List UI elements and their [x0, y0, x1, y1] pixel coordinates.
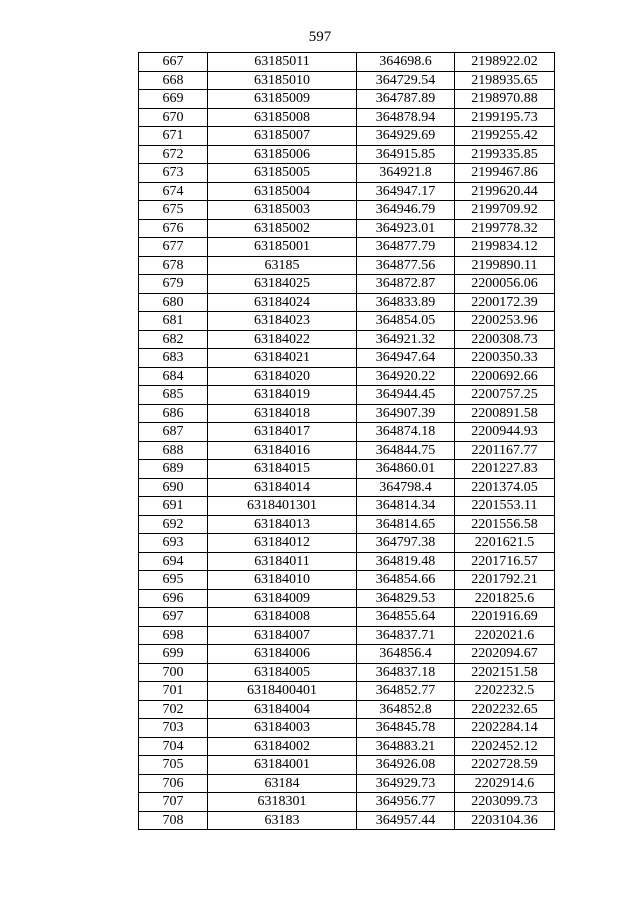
point-id-cell: 63184004	[208, 700, 357, 719]
y-coordinate-cell: 2198922.02	[455, 53, 555, 72]
point-id-cell: 63184006	[208, 645, 357, 664]
table-body	[139, 53, 555, 830]
y-coordinate-cell: 2201716.57	[455, 552, 555, 571]
row-index-cell: 681	[139, 312, 208, 331]
point-id-cell: 63184001	[208, 756, 357, 775]
point-id-cell: 63183	[208, 811, 357, 830]
x-coordinate-cell: 364854.66	[357, 571, 455, 590]
point-id-cell: 63184021	[208, 349, 357, 368]
x-coordinate-cell: 364797.38	[357, 534, 455, 553]
x-coordinate-cell: 364819.48	[357, 552, 455, 571]
table-row	[139, 571, 555, 590]
point-id-cell: 63185009	[208, 90, 357, 109]
y-coordinate-cell: 2199467.86	[455, 164, 555, 183]
point-id-cell: 63184022	[208, 330, 357, 349]
table-row	[139, 349, 555, 368]
y-coordinate-cell: 2198935.65	[455, 71, 555, 90]
x-coordinate-cell: 364947.17	[357, 182, 455, 201]
x-coordinate-cell: 364923.01	[357, 219, 455, 238]
y-coordinate-cell: 2201792.21	[455, 571, 555, 590]
point-id-cell: 63185002	[208, 219, 357, 238]
table-row	[139, 497, 555, 516]
y-coordinate-cell: 2200253.96	[455, 312, 555, 331]
row-index-cell: 667	[139, 53, 208, 72]
y-coordinate-cell: 2201621.5	[455, 534, 555, 553]
row-index-cell: 672	[139, 145, 208, 164]
y-coordinate-cell: 2202914.6	[455, 774, 555, 793]
point-id-cell: 63184013	[208, 515, 357, 534]
table-row	[139, 108, 555, 127]
y-coordinate-cell: 2200944.93	[455, 423, 555, 442]
x-coordinate-cell: 364926.08	[357, 756, 455, 775]
table-row	[139, 589, 555, 608]
y-coordinate-cell: 2199255.42	[455, 127, 555, 146]
x-coordinate-cell: 364844.75	[357, 441, 455, 460]
y-coordinate-cell: 2202021.6	[455, 626, 555, 645]
table-row	[139, 608, 555, 627]
x-coordinate-cell: 364814.34	[357, 497, 455, 516]
row-index-cell: 691	[139, 497, 208, 516]
row-index-cell: 704	[139, 737, 208, 756]
y-coordinate-cell: 2198970.88	[455, 90, 555, 109]
row-index-cell: 682	[139, 330, 208, 349]
y-coordinate-cell: 2202284.14	[455, 719, 555, 738]
row-index-cell: 692	[139, 515, 208, 534]
row-index-cell: 686	[139, 404, 208, 423]
row-index-cell: 697	[139, 608, 208, 627]
table-row	[139, 737, 555, 756]
x-coordinate-cell: 364798.4	[357, 478, 455, 497]
point-id-cell: 6318400401	[208, 682, 357, 701]
point-id-cell: 63185011	[208, 53, 357, 72]
row-index-cell: 696	[139, 589, 208, 608]
y-coordinate-cell: 2199890.11	[455, 256, 555, 275]
row-index-cell: 700	[139, 663, 208, 682]
row-index-cell: 680	[139, 293, 208, 312]
point-id-cell: 63185007	[208, 127, 357, 146]
x-coordinate-cell: 364860.01	[357, 460, 455, 479]
row-index-cell: 671	[139, 127, 208, 146]
row-index-cell: 679	[139, 275, 208, 294]
x-coordinate-cell: 364852.8	[357, 700, 455, 719]
x-coordinate-cell: 364956.77	[357, 793, 455, 812]
table-row	[139, 552, 555, 571]
point-id-cell: 63184017	[208, 423, 357, 442]
row-index-cell: 694	[139, 552, 208, 571]
table-row	[139, 145, 555, 164]
y-coordinate-cell: 2201825.6	[455, 589, 555, 608]
x-coordinate-cell: 364698.6	[357, 53, 455, 72]
point-id-cell: 63184	[208, 774, 357, 793]
table-row	[139, 404, 555, 423]
point-id-cell: 63184008	[208, 608, 357, 627]
y-coordinate-cell: 2200350.33	[455, 349, 555, 368]
y-coordinate-cell: 2202728.59	[455, 756, 555, 775]
row-index-cell: 684	[139, 367, 208, 386]
table-row	[139, 719, 555, 738]
table-row	[139, 71, 555, 90]
row-index-cell: 677	[139, 238, 208, 257]
table-row	[139, 663, 555, 682]
point-id-cell: 63184020	[208, 367, 357, 386]
y-coordinate-cell: 2202232.65	[455, 700, 555, 719]
y-coordinate-cell: 2199709.92	[455, 201, 555, 220]
point-id-cell: 63184012	[208, 534, 357, 553]
point-id-cell: 63184010	[208, 571, 357, 590]
row-index-cell: 678	[139, 256, 208, 275]
row-index-cell: 670	[139, 108, 208, 127]
table-row	[139, 256, 555, 275]
y-coordinate-cell: 2200891.58	[455, 404, 555, 423]
point-id-cell: 63184007	[208, 626, 357, 645]
y-coordinate-cell: 2201556.58	[455, 515, 555, 534]
table-row	[139, 127, 555, 146]
table-row	[139, 626, 555, 645]
row-index-cell: 699	[139, 645, 208, 664]
point-id-cell: 63184014	[208, 478, 357, 497]
point-id-cell: 63184018	[208, 404, 357, 423]
point-id-cell: 63185004	[208, 182, 357, 201]
table-row	[139, 386, 555, 405]
y-coordinate-cell: 2202232.5	[455, 682, 555, 701]
x-coordinate-cell: 364872.87	[357, 275, 455, 294]
table-row	[139, 645, 555, 664]
x-coordinate-cell: 364856.4	[357, 645, 455, 664]
x-coordinate-cell: 364946.79	[357, 201, 455, 220]
point-id-cell: 63184025	[208, 275, 357, 294]
point-id-cell: 63184002	[208, 737, 357, 756]
x-coordinate-cell: 364957.44	[357, 811, 455, 830]
x-coordinate-cell: 364944.45	[357, 386, 455, 405]
row-index-cell: 690	[139, 478, 208, 497]
y-coordinate-cell: 2202094.67	[455, 645, 555, 664]
point-id-cell: 63184016	[208, 441, 357, 460]
point-id-cell: 63184023	[208, 312, 357, 331]
y-coordinate-cell: 2199335.85	[455, 145, 555, 164]
row-index-cell: 689	[139, 460, 208, 479]
table-row	[139, 330, 555, 349]
point-id-cell: 63185006	[208, 145, 357, 164]
row-index-cell: 693	[139, 534, 208, 553]
x-coordinate-cell: 364921.8	[357, 164, 455, 183]
x-coordinate-cell: 364920.22	[357, 367, 455, 386]
y-coordinate-cell: 2199195.73	[455, 108, 555, 127]
point-id-cell: 63185005	[208, 164, 357, 183]
x-coordinate-cell: 364878.94	[357, 108, 455, 127]
point-id-cell: 63185	[208, 256, 357, 275]
table-row	[139, 293, 555, 312]
x-coordinate-cell: 364855.64	[357, 608, 455, 627]
x-coordinate-cell: 364921.32	[357, 330, 455, 349]
point-id-cell: 63184005	[208, 663, 357, 682]
row-index-cell: 673	[139, 164, 208, 183]
y-coordinate-cell: 2200757.25	[455, 386, 555, 405]
table-row	[139, 367, 555, 386]
y-coordinate-cell: 2202151.58	[455, 663, 555, 682]
y-coordinate-cell: 2201553.11	[455, 497, 555, 516]
table-row	[139, 682, 555, 701]
x-coordinate-cell: 364854.05	[357, 312, 455, 331]
row-index-cell: 683	[139, 349, 208, 368]
point-id-cell: 6318301	[208, 793, 357, 812]
x-coordinate-cell: 364947.64	[357, 349, 455, 368]
point-id-cell: 63184024	[208, 293, 357, 312]
x-coordinate-cell: 364929.73	[357, 774, 455, 793]
x-coordinate-cell: 364837.71	[357, 626, 455, 645]
row-index-cell: 698	[139, 626, 208, 645]
table-row	[139, 201, 555, 220]
x-coordinate-cell: 364929.69	[357, 127, 455, 146]
row-index-cell: 675	[139, 201, 208, 220]
y-coordinate-cell: 2203099.73	[455, 793, 555, 812]
x-coordinate-cell: 364729.54	[357, 71, 455, 90]
y-coordinate-cell: 2201916.69	[455, 608, 555, 627]
x-coordinate-cell: 364787.89	[357, 90, 455, 109]
row-index-cell: 706	[139, 774, 208, 793]
table-row	[139, 423, 555, 442]
point-id-cell: 63184009	[208, 589, 357, 608]
x-coordinate-cell: 364837.18	[357, 663, 455, 682]
row-index-cell: 695	[139, 571, 208, 590]
row-index-cell: 674	[139, 182, 208, 201]
x-coordinate-cell: 364852.77	[357, 682, 455, 701]
table-row	[139, 238, 555, 257]
y-coordinate-cell: 2201227.83	[455, 460, 555, 479]
point-id-cell: 63185003	[208, 201, 357, 220]
row-index-cell: 668	[139, 71, 208, 90]
x-coordinate-cell: 364829.53	[357, 589, 455, 608]
table-row	[139, 478, 555, 497]
row-index-cell: 685	[139, 386, 208, 405]
point-id-cell: 63185008	[208, 108, 357, 127]
y-coordinate-cell: 2200172.39	[455, 293, 555, 312]
table-row	[139, 53, 555, 72]
table-row	[139, 164, 555, 183]
x-coordinate-cell: 364833.89	[357, 293, 455, 312]
table-row	[139, 441, 555, 460]
table-row	[139, 90, 555, 109]
y-coordinate-cell: 2199778.32	[455, 219, 555, 238]
row-index-cell: 676	[139, 219, 208, 238]
x-coordinate-cell: 364845.78	[357, 719, 455, 738]
row-index-cell: 701	[139, 682, 208, 701]
x-coordinate-cell: 364883.21	[357, 737, 455, 756]
row-index-cell: 708	[139, 811, 208, 830]
table-row	[139, 312, 555, 331]
point-id-cell: 63185010	[208, 71, 357, 90]
table-row	[139, 219, 555, 238]
x-coordinate-cell: 364877.56	[357, 256, 455, 275]
y-coordinate-cell: 2203104.36	[455, 811, 555, 830]
row-index-cell: 705	[139, 756, 208, 775]
y-coordinate-cell: 2199834.12	[455, 238, 555, 257]
y-coordinate-cell: 2201374.05	[455, 478, 555, 497]
y-coordinate-cell: 2201167.77	[455, 441, 555, 460]
table-row	[139, 515, 555, 534]
table-row	[139, 700, 555, 719]
table-row	[139, 534, 555, 553]
y-coordinate-cell: 2200056.06	[455, 275, 555, 294]
y-coordinate-cell: 2202452.12	[455, 737, 555, 756]
table-row	[139, 756, 555, 775]
point-id-cell: 63184003	[208, 719, 357, 738]
page-number: 597	[308, 29, 332, 45]
x-coordinate-cell: 364907.39	[357, 404, 455, 423]
x-coordinate-cell: 364814.65	[357, 515, 455, 534]
table-row	[139, 811, 555, 830]
row-index-cell: 669	[139, 90, 208, 109]
table-row	[139, 275, 555, 294]
x-coordinate-cell: 364874.18	[357, 423, 455, 442]
row-index-cell: 687	[139, 423, 208, 442]
row-index-cell: 688	[139, 441, 208, 460]
point-id-cell: 63184019	[208, 386, 357, 405]
x-coordinate-cell: 364915.85	[357, 145, 455, 164]
y-coordinate-cell: 2200692.66	[455, 367, 555, 386]
point-id-cell: 63184011	[208, 552, 357, 571]
y-coordinate-cell: 2199620.44	[455, 182, 555, 201]
row-index-cell: 702	[139, 700, 208, 719]
point-id-cell: 6318401301	[208, 497, 357, 516]
point-id-cell: 63185001	[208, 238, 357, 257]
row-index-cell: 703	[139, 719, 208, 738]
x-coordinate-cell: 364877.79	[357, 238, 455, 257]
table-row	[139, 182, 555, 201]
coordinates-table	[138, 52, 555, 830]
row-index-cell: 707	[139, 793, 208, 812]
table-row	[139, 774, 555, 793]
y-coordinate-cell: 2200308.73	[455, 330, 555, 349]
point-id-cell: 63184015	[208, 460, 357, 479]
table-row	[139, 460, 555, 479]
table-row	[139, 793, 555, 812]
